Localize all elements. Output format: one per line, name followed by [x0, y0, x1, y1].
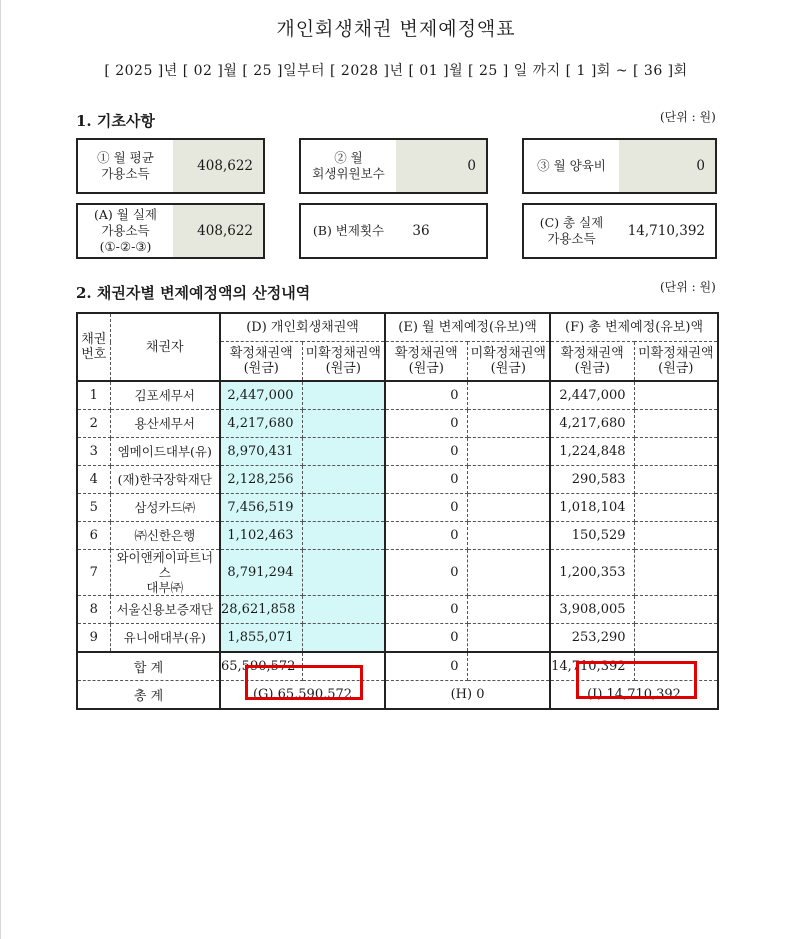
- cell-d-unconfirmed: [302, 381, 385, 410]
- total-g: (G) 65,590,572: [220, 681, 385, 710]
- table-row: [77, 624, 718, 653]
- cell-creditor: 서울신용보증재단: [110, 596, 220, 624]
- cell-e-confirmed: 0: [385, 550, 467, 596]
- cell-no: 8: [77, 596, 110, 624]
- cell-e-unconfirmed: [467, 522, 550, 550]
- subheader-f-confirmed: 확정채권액 (원금): [550, 342, 634, 382]
- cell-f-unconfirmed: [634, 550, 718, 596]
- subheader-e-unconfirmed: 미확정채권액 (원금): [467, 342, 550, 382]
- cell-creditor: 엠메이드대부(유): [110, 438, 220, 466]
- section-calc-title: 2. 채권자별 변제예정액의 산정내역: [76, 284, 311, 302]
- cell-f-confirmed: 3,908,005: [550, 596, 634, 624]
- cell-d-confirmed: 2,128,256: [220, 466, 302, 494]
- cell-f-confirmed: 150,529: [550, 522, 634, 550]
- subheader-e-confirmed: 확정채권액 (원금): [385, 342, 467, 382]
- cell-d-unconfirmed: [302, 596, 385, 624]
- section-basic-title: 1. 기초사항: [76, 112, 155, 130]
- box-label: (C) 총 실제 가용소득: [539, 215, 604, 246]
- page-edge: [0, 0, 1, 939]
- table-row: [77, 522, 718, 550]
- cell-f-unconfirmed: [634, 522, 718, 550]
- subheader-f-unconfirmed: 미확정채권액 (원금): [634, 342, 718, 382]
- cell-f-unconfirmed: [634, 466, 718, 494]
- cell-f-confirmed: 290,583: [550, 466, 634, 494]
- box-label: (B) 변제횟수: [312, 223, 385, 238]
- repayment-table: [76, 312, 719, 710]
- cell-creditor: 용산세무서: [110, 410, 220, 438]
- cell-e-unconfirmed: [467, 596, 550, 624]
- cell-creditor: ㈜신한은행: [110, 522, 220, 550]
- cell-e-unconfirmed: [467, 494, 550, 522]
- payment-period: [ 2025 ]년 [ 02 ]월 [ 25 ]일부터 [ 2028 ]년 [ 01 ]월 [ 25 ] 일 까지 [ 1 ]회 ~ [ 36 ]회: [104, 63, 688, 79]
- cell-e-confirmed: 0: [385, 466, 467, 494]
- cell-creditor: 삼성카드㈜: [110, 494, 220, 522]
- cell-d-confirmed: 4,217,680: [220, 410, 302, 438]
- cell-e-unconfirmed: [467, 381, 550, 410]
- box-value: 408,622: [173, 205, 263, 257]
- sum-label: 합 계: [77, 652, 220, 681]
- cell-creditor: (재)한국장학재단: [110, 466, 220, 494]
- box-value: 0: [619, 140, 715, 192]
- cell-d-unconfirmed: [302, 494, 385, 522]
- header-d: (D) 개인회생채권액: [220, 313, 385, 342]
- subheader-d-unconfirmed: 미확정채권액 (원금): [302, 342, 385, 382]
- cell-no: 3: [77, 438, 110, 466]
- table-row: [77, 596, 718, 624]
- cell-d-confirmed: 7,456,519: [220, 494, 302, 522]
- highlight-total-i: [576, 661, 697, 699]
- cell-f-confirmed: 1,224,848: [550, 438, 634, 466]
- cell-d-unconfirmed: [302, 410, 385, 438]
- cell-f-unconfirmed: [634, 438, 718, 466]
- table-row: [77, 466, 718, 494]
- table-row: [77, 410, 718, 438]
- cell-d-confirmed: 1,855,071: [220, 624, 302, 653]
- box-value: 0: [396, 140, 486, 192]
- sum-d-confirmed: 65,590,572: [220, 652, 302, 681]
- box-value: 408,622: [173, 140, 263, 192]
- cell-no: 5: [77, 494, 110, 522]
- cell-d-unconfirmed: [302, 550, 385, 596]
- cell-e-confirmed: 0: [385, 381, 467, 410]
- cell-no: 2: [77, 410, 110, 438]
- cell-creditor: 김포세무서: [110, 381, 220, 410]
- cell-f-unconfirmed: [634, 410, 718, 438]
- box-child-support: [522, 138, 717, 194]
- cell-no: 4: [77, 466, 110, 494]
- cell-e-unconfirmed: [467, 466, 550, 494]
- box-trustee-fee: [299, 138, 488, 194]
- header-e: (E) 월 변제예정(유보)액: [385, 313, 550, 342]
- cell-f-confirmed: 253,290: [550, 624, 634, 653]
- box-total-income: [522, 203, 717, 259]
- cell-e-confirmed: 0: [385, 624, 467, 653]
- cell-d-confirmed: 1,102,463: [220, 522, 302, 550]
- cell-no: 7: [77, 550, 110, 596]
- highlight-total-g: [245, 665, 363, 700]
- cell-e-confirmed: 0: [385, 410, 467, 438]
- section-basic-unit: (단위 : 원): [660, 110, 716, 124]
- cell-no: 6: [77, 522, 110, 550]
- cell-f-confirmed: 4,217,680: [550, 410, 634, 438]
- cell-e-confirmed: 0: [385, 522, 467, 550]
- cell-d-unconfirmed: [302, 438, 385, 466]
- cell-e-confirmed: 0: [385, 494, 467, 522]
- cell-d-unconfirmed: [302, 522, 385, 550]
- sum-e-confirmed: 0: [385, 652, 467, 681]
- table-body: [77, 381, 718, 652]
- box-value: 14,710,392: [627, 223, 705, 239]
- cell-creditor: 유니애대부(유): [110, 624, 220, 653]
- cell-e-unconfirmed: [467, 438, 550, 466]
- table-row: [77, 438, 718, 466]
- cell-e-confirmed: 0: [385, 438, 467, 466]
- cell-f-unconfirmed: [634, 624, 718, 653]
- cell-e-unconfirmed: [467, 550, 550, 596]
- table-row: [77, 550, 718, 596]
- box-label: (A) 월 실제 가용소득 (①-②-③): [94, 207, 157, 254]
- section-calc-unit: (단위 : 원): [660, 280, 716, 294]
- cell-d-unconfirmed: [302, 466, 385, 494]
- cell-d-confirmed: 8,970,431: [220, 438, 302, 466]
- cell-f-unconfirmed: [634, 494, 718, 522]
- cell-d-unconfirmed: [302, 624, 385, 653]
- cell-e-confirmed: 0: [385, 596, 467, 624]
- cell-f-unconfirmed: [634, 596, 718, 624]
- cell-creditor: 와이앤케이파트너스 대부㈜: [110, 550, 220, 596]
- document-title: 개인회생채권 변제예정액표: [276, 18, 516, 40]
- subheader-d-confirmed: 확정채권액 (원금): [220, 342, 302, 382]
- header-creditor: 채권자: [110, 313, 220, 381]
- table-row: [77, 381, 718, 410]
- cell-e-unconfirmed: [467, 624, 550, 653]
- cell-no: 9: [77, 624, 110, 653]
- box-label: ① 월 평균 가용소득: [97, 150, 154, 181]
- table-header-row: [77, 313, 718, 342]
- header-f: (F) 총 변제예정(유보)액: [550, 313, 718, 342]
- cell-e-unconfirmed: [467, 410, 550, 438]
- total-i: (I) 14,710,392: [550, 681, 718, 710]
- cell-f-confirmed: 1,200,353: [550, 550, 634, 596]
- box-repay-count: [299, 203, 488, 259]
- box-avg-income: [76, 138, 265, 194]
- cell-f-confirmed: 2,447,000: [550, 381, 634, 410]
- box-label: ③ 월 양육비: [537, 158, 606, 173]
- total-h: (H) 0: [385, 681, 550, 710]
- cell-f-unconfirmed: [634, 381, 718, 410]
- sum-f-confirmed: 14,710,392: [550, 652, 634, 681]
- total-label: 총 계: [77, 681, 220, 710]
- cell-d-confirmed: 28,621,858: [220, 596, 302, 624]
- box-value: 36: [412, 223, 430, 239]
- box-label: ② 월 회생위원보수: [312, 150, 385, 181]
- header-no: 채권 번호: [77, 313, 110, 381]
- cell-f-confirmed: 1,018,104: [550, 494, 634, 522]
- cell-no: 1: [77, 381, 110, 410]
- cell-d-confirmed: 2,447,000: [220, 381, 302, 410]
- box-actual-income: [76, 203, 265, 259]
- sum-e-unconfirmed: [467, 652, 550, 681]
- cell-d-confirmed: 8,791,294: [220, 550, 302, 596]
- table-row: [77, 494, 718, 522]
